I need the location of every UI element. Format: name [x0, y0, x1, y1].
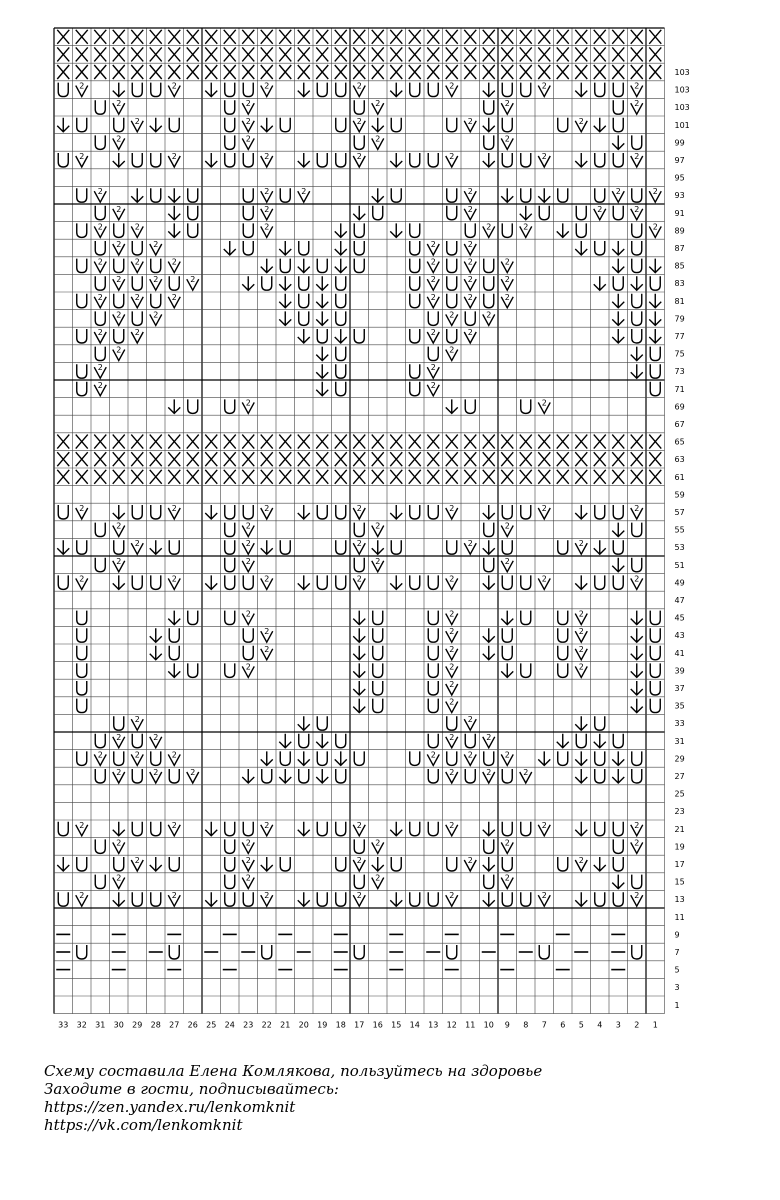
column-number: 12 — [446, 1020, 457, 1030]
stitch-count-mark: 2 — [245, 556, 251, 566]
stitch-count-mark: 2 — [430, 750, 436, 760]
stitch-count-mark: 2 — [97, 222, 103, 232]
stitch-count-mark: 2 — [504, 873, 510, 883]
column-number: 14 — [409, 1020, 420, 1030]
credits — [44, 1062, 764, 1134]
row-number: 31 — [674, 736, 685, 746]
stitch-count-mark: 2 — [652, 222, 658, 232]
stitch-count-mark: 2 — [449, 81, 455, 91]
stitch-count-mark: 2 — [245, 134, 251, 144]
stitch-count-mark: 2 — [79, 574, 85, 584]
stitch-count-mark: 2 — [634, 81, 640, 91]
stitch-count-mark: 2 — [79, 152, 85, 161]
stitch-count-mark: 2 — [634, 891, 640, 901]
row-number: 33 — [674, 719, 685, 729]
stitch-count-mark: 2 — [449, 891, 455, 901]
stitch-count-mark: 2 — [430, 292, 436, 302]
stitch-count-mark: 2 — [116, 345, 122, 355]
stitch-count-mark: 2 — [171, 574, 177, 584]
stitch-count-mark: 2 — [116, 873, 122, 883]
stitch-count-mark: 2 — [504, 134, 510, 144]
stitch-count-mark: 2 — [264, 504, 270, 513]
stitch-count-mark: 2 — [634, 574, 640, 584]
stitch-count-mark: 2 — [615, 187, 621, 197]
stitch-count-mark: 2 — [134, 750, 140, 760]
stitch-count-mark: 2 — [523, 768, 529, 777]
stitch-count-mark: 2 — [134, 222, 140, 232]
stitch-count-mark: 2 — [116, 99, 122, 109]
stitch-count-mark: 2 — [134, 292, 140, 302]
row-number: 59 — [674, 490, 685, 500]
stitch-count-mark: 2 — [375, 134, 381, 144]
row-number: 35 — [674, 701, 685, 711]
row-number: 99 — [674, 138, 685, 148]
row-number: 41 — [674, 648, 685, 658]
row-number: 17 — [674, 860, 685, 869]
stitch-count-mark: 2 — [190, 275, 196, 285]
stitch-count-mark: 2 — [375, 556, 381, 566]
column-number: 11 — [465, 1020, 476, 1030]
stitch-count-mark: 2 — [467, 856, 473, 865]
stitch-count-mark: 2 — [79, 81, 85, 91]
stitch-count-mark: 2 — [504, 750, 510, 760]
row-number: 27 — [674, 772, 685, 781]
row-number: 89 — [674, 226, 685, 236]
stitch-count-mark: 2 — [245, 609, 251, 619]
stitch-count-mark: 2 — [504, 521, 510, 531]
stitch-count-mark: 2 — [430, 257, 436, 267]
stitch-count-mark: 2 — [467, 715, 473, 725]
stitch-count-mark: 2 — [264, 81, 270, 91]
stitch-count-mark: 2 — [449, 644, 455, 654]
stitch-count-mark: 2 — [116, 521, 122, 531]
stitch-count-mark: 2 — [504, 257, 510, 267]
stitch-count-mark: 2 — [449, 310, 455, 320]
stitch-count-mark: 2 — [171, 152, 177, 161]
stitch-count-mark: 2 — [245, 838, 251, 848]
row-number: 53 — [674, 543, 685, 553]
stitch-count-mark: 2 — [375, 838, 381, 848]
column-number: 5 — [578, 1020, 584, 1030]
column-number: 8 — [523, 1020, 529, 1030]
row-number: 49 — [674, 578, 685, 588]
stitch-count-mark: 2 — [134, 539, 140, 549]
stitch-count-mark: 2 — [171, 891, 177, 901]
column-number: 4 — [597, 1020, 603, 1030]
stitch-count-mark: 2 — [116, 732, 122, 742]
row-number: 97 — [674, 156, 685, 165]
row-number: 7 — [674, 948, 680, 957]
stitch-count-mark: 2 — [153, 310, 159, 320]
stitch-count-mark: 2 — [578, 662, 584, 672]
column-number: 27 — [169, 1020, 180, 1030]
row-number: 63 — [674, 455, 685, 465]
stitch-count-mark: 2 — [245, 99, 251, 109]
stitch-count-mark: 2 — [652, 187, 658, 197]
stitch-count-mark: 2 — [356, 574, 362, 584]
stitch-count-mark: 2 — [356, 504, 362, 513]
stitch-count-mark: 2 — [264, 574, 270, 584]
stitch-count-mark: 2 — [449, 345, 455, 355]
stitch-count-mark: 2 — [356, 152, 362, 161]
column-number: 15 — [391, 1020, 402, 1030]
stitch-count-mark: 2 — [116, 240, 122, 249]
stitch-count-mark: 2 — [634, 99, 640, 109]
stitch-count-mark: 2 — [504, 556, 510, 566]
stitch-count-mark: 2 — [79, 891, 85, 901]
stitch-count-mark: 2 — [578, 539, 584, 549]
row-number: 13 — [674, 895, 685, 905]
stitch-count-mark: 2 — [449, 662, 455, 672]
stitch-count-mark: 2 — [171, 750, 177, 760]
row-number: 9 — [674, 930, 680, 940]
stitch-count-mark: 2 — [97, 328, 103, 337]
stitch-count-mark: 2 — [467, 292, 473, 302]
stitch-count-mark: 2 — [134, 328, 140, 337]
credits-invite: Заходите в гости, подписывайтесь: — [44, 1080, 339, 1098]
column-number: 26 — [187, 1020, 198, 1030]
stitch-count-mark: 2 — [541, 398, 547, 408]
row-number: 91 — [674, 208, 685, 218]
row-number: 25 — [674, 789, 685, 799]
stitch-count-mark: 2 — [134, 715, 140, 725]
stitch-count-mark: 2 — [264, 204, 270, 214]
stitch-count-mark: 2 — [79, 504, 85, 513]
row-number: 87 — [674, 244, 685, 253]
column-number: 13 — [428, 1020, 439, 1030]
stitch-count-mark: 2 — [430, 363, 436, 373]
stitch-count-mark: 2 — [356, 856, 362, 865]
stitch-count-mark: 2 — [245, 521, 251, 531]
stitch-count-mark: 2 — [486, 310, 492, 320]
stitch-count-mark: 2 — [578, 644, 584, 654]
stitch-count-mark: 2 — [356, 81, 362, 91]
row-number: 57 — [674, 508, 685, 517]
column-number: 9 — [504, 1020, 510, 1030]
stitch-count-mark: 2 — [449, 504, 455, 513]
row-number: 45 — [674, 613, 685, 623]
stitch-count-mark: 2 — [134, 856, 140, 865]
row-number: 15 — [674, 877, 685, 887]
column-number: 32 — [76, 1020, 87, 1030]
stitch-count-mark: 2 — [171, 504, 177, 513]
column-number: 19 — [317, 1020, 328, 1030]
stitch-count-mark: 2 — [541, 574, 547, 584]
stitch-count-mark: 2 — [449, 574, 455, 584]
stitch-count-mark: 2 — [541, 504, 547, 513]
stitch-count-mark: 2 — [634, 152, 640, 161]
stitch-count-mark: 2 — [467, 328, 473, 337]
column-number: 21 — [280, 1020, 291, 1030]
row-number: 81 — [674, 296, 685, 306]
row-number: 1 — [674, 1000, 680, 1010]
stitch-count-mark: 2 — [467, 240, 473, 249]
stitch-count-mark: 2 — [449, 680, 455, 689]
stitch-count-mark: 2 — [467, 539, 473, 549]
row-number: 73 — [674, 367, 685, 377]
stitch-count-mark: 2 — [116, 275, 122, 285]
stitch-count-mark: 2 — [486, 732, 492, 742]
stitch-count-mark: 2 — [467, 257, 473, 267]
stitch-count-mark: 2 — [467, 204, 473, 214]
column-number: 18 — [335, 1020, 346, 1030]
stitch-count-mark: 2 — [467, 750, 473, 760]
stitch-count-mark: 2 — [171, 292, 177, 302]
stitch-count-mark: 2 — [541, 820, 547, 830]
stitch-count-mark: 2 — [190, 768, 196, 777]
stitch-count-mark: 2 — [153, 275, 159, 285]
stitch-count-mark: 2 — [430, 328, 436, 337]
stitch-count-mark: 2 — [449, 732, 455, 742]
stitch-count-mark: 2 — [97, 363, 103, 373]
stitch-count-mark: 2 — [116, 134, 122, 144]
column-number: 7 — [541, 1020, 547, 1030]
stitch-count-mark: 2 — [134, 116, 140, 126]
stitch-count-mark: 2 — [134, 257, 140, 267]
column-number: 29 — [132, 1020, 143, 1030]
column-number: 28 — [150, 1020, 161, 1030]
stitch-count-mark: 2 — [153, 732, 159, 742]
stitch-count-mark: 2 — [486, 768, 492, 777]
stitch-count-mark: 2 — [504, 292, 510, 302]
stitch-count-mark: 2 — [356, 539, 362, 549]
stitch-count-mark: 2 — [578, 627, 584, 637]
stitch-count-mark: 2 — [356, 820, 362, 830]
column-number: 6 — [560, 1020, 566, 1030]
row-number: 65 — [674, 437, 685, 447]
stitch-count-mark: 2 — [97, 292, 103, 302]
stitch-count-mark: 2 — [449, 768, 455, 777]
stitch-count-mark: 2 — [449, 627, 455, 637]
row-number: 93 — [674, 191, 685, 201]
stitch-count-mark: 2 — [116, 204, 122, 214]
row-number: 19 — [674, 842, 685, 852]
row-number: 69 — [674, 402, 685, 412]
stitch-count-mark: 2 — [97, 750, 103, 760]
column-number: 1 — [652, 1020, 658, 1030]
credits-author: Схему составила Елена Комлякова, пользуйтесь на здоровье — [44, 1062, 543, 1080]
stitch-count-mark: 2 — [356, 116, 362, 126]
credits-vk-link[interactable]: https://vk.com/lenkomknit — [44, 1116, 243, 1134]
row-number: 51 — [674, 560, 685, 570]
row-number: 71 — [674, 384, 685, 394]
row-number: 29 — [674, 754, 685, 764]
row-number: 47 — [674, 596, 685, 605]
column-number: 16 — [372, 1020, 383, 1030]
column-number: 22 — [261, 1020, 272, 1030]
stitch-count-mark: 2 — [430, 275, 436, 285]
stitch-count-mark: 2 — [467, 275, 473, 285]
row-number: 103 — [674, 68, 690, 77]
stitch-count-mark: 2 — [264, 152, 270, 161]
stitch-count-mark: 2 — [375, 99, 381, 109]
stitch-count-mark: 2 — [597, 204, 603, 214]
stitch-count-mark: 2 — [449, 820, 455, 830]
stitch-count-mark: 2 — [578, 116, 584, 126]
stitch-count-mark: 2 — [578, 856, 584, 865]
stitch-count-mark: 2 — [523, 222, 529, 232]
stitch-count-mark: 2 — [116, 310, 122, 320]
stitch-count-mark: 2 — [356, 891, 362, 901]
stitch-count-mark: 2 — [467, 187, 473, 197]
stitch-count-mark: 2 — [634, 204, 640, 214]
stitch-count-mark: 2 — [97, 257, 103, 267]
stitch-count-mark: 2 — [245, 856, 251, 865]
stitch-count-mark: 2 — [578, 609, 584, 619]
row-number: 95 — [674, 173, 685, 183]
stitch-count-mark: 2 — [264, 187, 270, 197]
stitch-count-mark: 2 — [153, 240, 159, 249]
stitch-count-mark: 2 — [467, 116, 473, 126]
row-number: 11 — [674, 912, 685, 922]
stitch-count-mark: 2 — [116, 768, 122, 777]
stitch-count-mark: 2 — [171, 81, 177, 91]
column-number: 10 — [483, 1020, 494, 1030]
stitch-count-mark: 2 — [264, 222, 270, 232]
stitch-count-mark: 2 — [486, 222, 492, 232]
row-number: 83 — [674, 279, 685, 289]
column-number: 33 — [58, 1020, 69, 1030]
row-number: 21 — [674, 824, 685, 834]
column-number: 20 — [298, 1020, 309, 1030]
stitch-count-mark: 2 — [245, 116, 251, 126]
row-number: 75 — [674, 349, 685, 359]
column-number: 3 — [615, 1020, 621, 1030]
row-number: 5 — [674, 965, 680, 975]
stitch-count-mark: 2 — [634, 820, 640, 830]
stitch-count-mark: 2 — [375, 873, 381, 883]
stitch-count-mark: 2 — [634, 838, 640, 848]
stitch-count-mark: 2 — [449, 697, 455, 707]
stitch-count-mark: 2 — [245, 873, 251, 883]
row-number: 3 — [674, 983, 680, 993]
stitch-count-mark: 2 — [264, 627, 270, 637]
credits-zen-link[interactable]: https://zen.yandex.ru/lenkomknit — [44, 1098, 296, 1116]
row-number: 79 — [674, 314, 685, 324]
row-number: 77 — [674, 332, 685, 341]
row-number: 39 — [674, 666, 685, 676]
stitch-count-mark: 2 — [153, 768, 159, 777]
stitch-count-mark: 2 — [245, 539, 251, 549]
row-number: 37 — [674, 684, 685, 693]
stitch-count-mark: 2 — [264, 644, 270, 654]
stitch-count-mark: 2 — [171, 820, 177, 830]
stitch-count-mark: 2 — [430, 380, 436, 390]
stitch-count-mark: 2 — [504, 275, 510, 285]
column-number: 30 — [113, 1020, 124, 1030]
stitch-count-mark: 2 — [375, 521, 381, 531]
stitch-count-mark: 2 — [301, 187, 307, 197]
stitch-count-mark: 2 — [116, 556, 122, 566]
stitch-count-mark: 2 — [634, 504, 640, 513]
stitch-count-mark: 2 — [541, 891, 547, 901]
row-number: 61 — [674, 472, 685, 482]
stitch-count-mark: 2 — [264, 891, 270, 901]
stitch-count-mark: 2 — [245, 662, 251, 672]
stitch-count-mark: 2 — [264, 820, 270, 830]
row-number: 23 — [674, 807, 685, 817]
stitch-count-mark: 2 — [97, 187, 103, 197]
column-number: 24 — [224, 1020, 235, 1030]
row-number: 43 — [674, 631, 685, 641]
row-number: 101 — [674, 120, 690, 130]
column-number: 17 — [354, 1020, 365, 1030]
column-number: 23 — [243, 1020, 254, 1030]
stitch-count-mark: 2 — [541, 81, 547, 91]
column-number: 25 — [206, 1020, 217, 1030]
stitch-count-mark: 2 — [449, 609, 455, 619]
row-number: 85 — [674, 261, 685, 271]
stitch-count-mark: 2 — [97, 380, 103, 390]
row-number: 103 — [674, 85, 690, 95]
row-number: 55 — [674, 525, 685, 535]
stitch-count-mark: 2 — [504, 838, 510, 848]
stitch-count-mark: 2 — [79, 820, 85, 830]
stitch-count-mark: 2 — [116, 838, 122, 848]
stitch-count-mark: 2 — [171, 257, 177, 267]
stitch-count-mark: 2 — [504, 99, 510, 109]
row-number: 67 — [674, 420, 685, 429]
column-number: 31 — [95, 1020, 106, 1030]
stitch-count-mark: 2 — [541, 152, 547, 161]
stitch-count-mark: 2 — [449, 152, 455, 161]
row-number: 103 — [674, 103, 690, 113]
stitch-count-mark: 2 — [430, 240, 436, 249]
stitch-count-mark: 2 — [245, 398, 251, 408]
column-number: 2 — [634, 1020, 640, 1030]
